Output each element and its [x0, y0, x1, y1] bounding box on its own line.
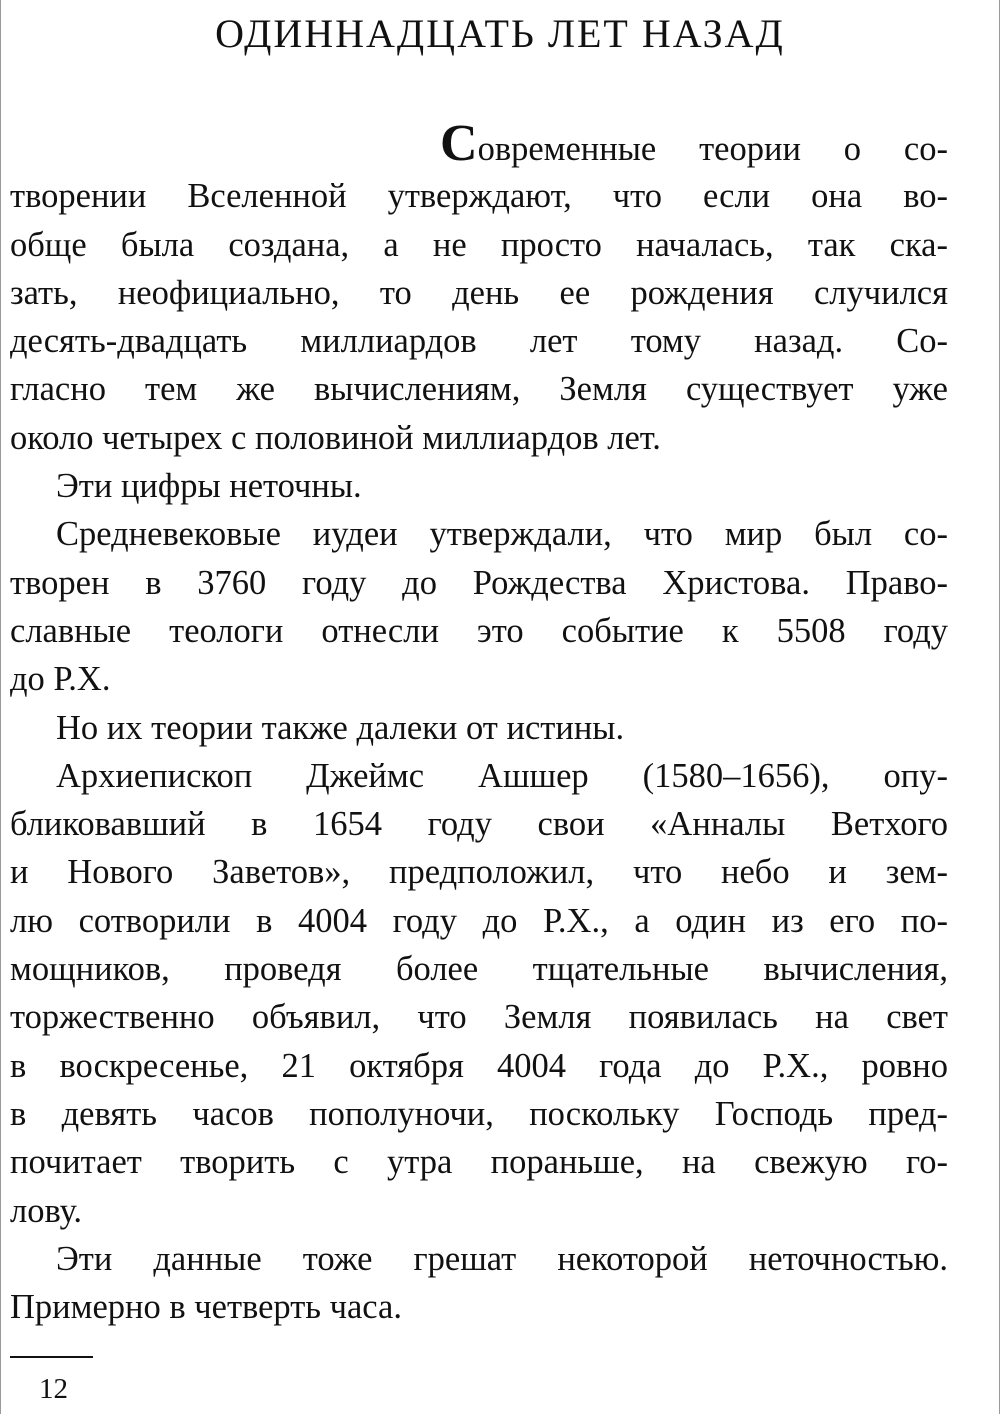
text-line — [10, 897, 948, 945]
text-line-content: в воскресенье, 21 октября 4004 года до Р.Х., ровно — [10, 1046, 948, 1085]
text-line — [10, 848, 948, 896]
text-line-content: почитает творить с утра пораньше, на свежую го- — [10, 1143, 948, 1182]
text-line-content: славные теологи отнесли это событие к 5508 году — [10, 611, 948, 650]
text-line-content: в девять часов пополуночи, поскольку Господь пред- — [10, 1094, 948, 1133]
text-line-content: Но их теории также далеки от истины. — [56, 708, 625, 747]
text-line — [10, 269, 948, 317]
text-line-content: до Р.Х. — [10, 660, 111, 699]
text-line — [10, 510, 948, 558]
text-line — [10, 1090, 948, 1138]
text-line — [10, 1283, 948, 1331]
text-line — [10, 462, 948, 510]
text-line — [10, 1138, 948, 1186]
text-line-content: гласно тем же вычислениям, Земля существует уже — [10, 370, 948, 409]
text-line-content: Эти данные тоже грешат некоторой неточностью. — [56, 1239, 948, 1278]
text-line — [10, 993, 948, 1041]
text-line — [10, 559, 948, 607]
text-line-content: десять-двадцать миллиардов лет тому назад. Со- — [10, 322, 948, 361]
text-line-content: зать, неофициально, то день ее рождения случился — [10, 273, 948, 312]
text-line-content: овременные теории о со- — [477, 130, 948, 168]
text-line — [10, 1235, 948, 1283]
text-line — [10, 607, 948, 655]
text-line-content: творении Вселенной утверждают, что если она во- — [10, 177, 948, 216]
text-line — [10, 1187, 948, 1235]
chapter-title: ОДИННАДЦАТЬ ЛЕТ НАЗАД — [215, 11, 785, 56]
text-line-content: мощников, проведя более тщательные вычисления, — [10, 950, 948, 989]
text-line-content: Архиепископ Джеймс Ашшер (1580–1656), опу- — [56, 756, 948, 795]
text-line — [10, 317, 948, 365]
text-line-content: творен в 3760 году до Рождества Христова. Право- — [10, 563, 948, 602]
text-line — [10, 655, 948, 703]
text-line-content: Средневековые иудеи утверждали, что мир был со- — [56, 515, 948, 554]
text-line — [10, 704, 948, 752]
text-line-content: лю сотворили в 4004 году до Р.Х., а один из его по- — [10, 901, 948, 940]
text-line — [10, 115, 948, 172]
text-line — [10, 365, 948, 413]
text-line-content: бликовавший в 1654 году свои «Анналы Ветхого — [10, 805, 948, 844]
text-line — [10, 1042, 948, 1090]
page-number: 12 — [39, 1373, 68, 1405]
text-line — [10, 221, 948, 269]
text-line-content: обще была создана, а не просто началась, так ска- — [10, 225, 948, 264]
footer-rule — [10, 1356, 93, 1358]
text-line — [10, 752, 948, 800]
text-line — [10, 172, 948, 220]
text-line-content: лову. — [10, 1191, 82, 1230]
text-line-content: и Нового Заветов», предположил, что небо и зем- — [10, 853, 948, 892]
text-line — [10, 945, 948, 993]
text-line-content: около четырех с половиной миллиардов лет. — [10, 418, 661, 457]
text-line-content: Примерно в четверть часа. — [10, 1288, 402, 1327]
text-line-content: Эти цифры неточны. — [56, 467, 362, 506]
text-line-content: торжественно объявил, что Земля появилась на свет — [10, 998, 948, 1037]
text-line — [10, 414, 948, 462]
body-text — [10, 115, 948, 1331]
drop-cap: С — [440, 115, 478, 172]
text-line — [10, 800, 948, 848]
